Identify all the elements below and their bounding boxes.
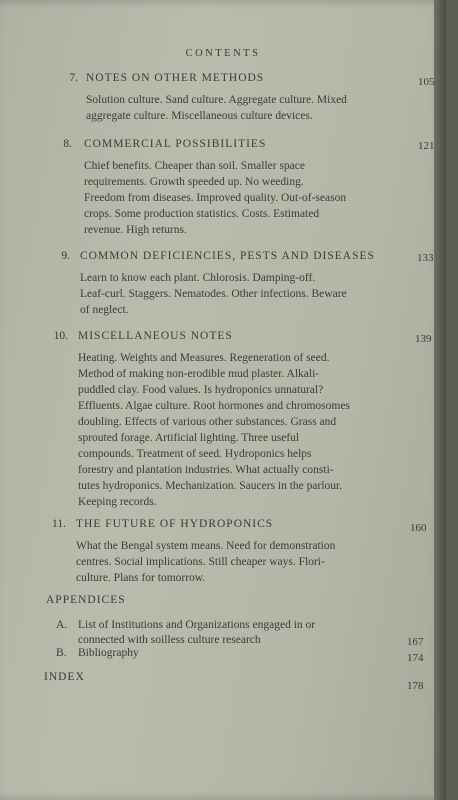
chapter-title: COMMON DEFICIENCIES, PESTS AND DISEASES [80, 250, 375, 262]
appendices-heading: APPENDICES [46, 594, 126, 606]
page-number: 121 [418, 140, 435, 152]
description-line: Method of making non-erodible mud plaster. Alkali- [78, 368, 320, 380]
chapter-description [86, 92, 347, 124]
description-line: tutes hydroponics. Mechanization. Saucers in the parlour. [78, 480, 343, 492]
description-line: centres. Social implications. Still cheaper ways. Flori- [76, 556, 325, 568]
description-line: revenue. High returns. [84, 224, 187, 236]
index-page: 178 [407, 680, 424, 692]
chapter-title: COMMERCIAL POSSIBILITIES [84, 138, 267, 150]
page-header: CONTENTS [185, 48, 261, 59]
description-line: doubling. Effects of various other substances. Grass and [78, 416, 337, 428]
description-line: aggregate culture. Miscellaneous culture devices. [86, 110, 313, 122]
description-line: sprouted forage. Artificial lighting. Three useful [78, 432, 300, 444]
chapter-description [84, 158, 346, 238]
description-line: Keeping records. [78, 496, 157, 508]
appendix-line: Bibliography [78, 647, 139, 659]
page-number: 160 [410, 522, 427, 534]
page-edge [434, 0, 446, 800]
appendix-text [78, 646, 139, 661]
appendix-line: connected with soilless culture research [78, 634, 261, 646]
chapter-number: 7. [69, 72, 78, 84]
appendix-text [78, 618, 315, 648]
description-line: requirements. Growth speeded up. No weeding. [84, 176, 304, 188]
chapter-description [76, 538, 335, 586]
description-line: Learn to know each plant. Chlorosis. Damping-off. [80, 272, 316, 284]
appendix-b-page: 174 [407, 652, 424, 664]
description-line: culture. Plans for tomorrow. [76, 572, 206, 584]
description-line: forestry and plantation industries. What actually consti- [78, 464, 334, 476]
chapter-description [78, 350, 350, 510]
chapter-title: NOTES ON OTHER METHODS [86, 72, 265, 84]
description-line: Freedom from diseases. Improved quality. Out-of-season [84, 192, 347, 204]
chapter-number: 8. [63, 138, 72, 150]
description-line: compounds. Treatment of seed. Hydroponics helps [78, 448, 312, 460]
chapter-title: THE FUTURE OF HYDROPONICS [76, 518, 274, 530]
appendix-line: List of Institutions and Organizations engaged in or [78, 619, 316, 631]
chapter-description [80, 270, 347, 318]
chapter-title: MISCELLANEOUS NOTES [78, 330, 233, 342]
chapter-number: 10. [53, 330, 68, 342]
page-number: 139 [415, 333, 432, 345]
appendix-letter: A. [56, 619, 68, 631]
appendix-a-page: 167 [407, 636, 424, 648]
description-line: Solution culture. Sand culture. Aggregate culture. Mixed [86, 94, 347, 106]
description-line: What the Bengal system means. Need for demonstration [76, 540, 336, 552]
index-label: INDEX [44, 671, 85, 683]
description-line: Heating. Weights and Measures. Regeneration of seed. [78, 352, 330, 364]
description-line: Leaf-curl. Staggers. Nematodes. Other infections. Beware [80, 288, 347, 300]
page-number: 133 [417, 252, 434, 264]
description-line: Effluents. Algae culture. Root hormones and chromosomes [78, 400, 350, 412]
description-line: crops. Some production statistics. Costs. Estimated [84, 208, 320, 220]
description-line: of neglect. [80, 304, 129, 316]
description-line: puddled clay. Food values. Is hydroponics unnatural? [78, 384, 324, 396]
appendix-letter: B. [56, 647, 67, 659]
chapter-number: 11. [52, 518, 66, 530]
chapter-number: 9. [61, 250, 70, 262]
page-number: 105 [418, 76, 435, 88]
description-line: Chief benefits. Cheaper than soil. Smaller space [84, 160, 305, 172]
